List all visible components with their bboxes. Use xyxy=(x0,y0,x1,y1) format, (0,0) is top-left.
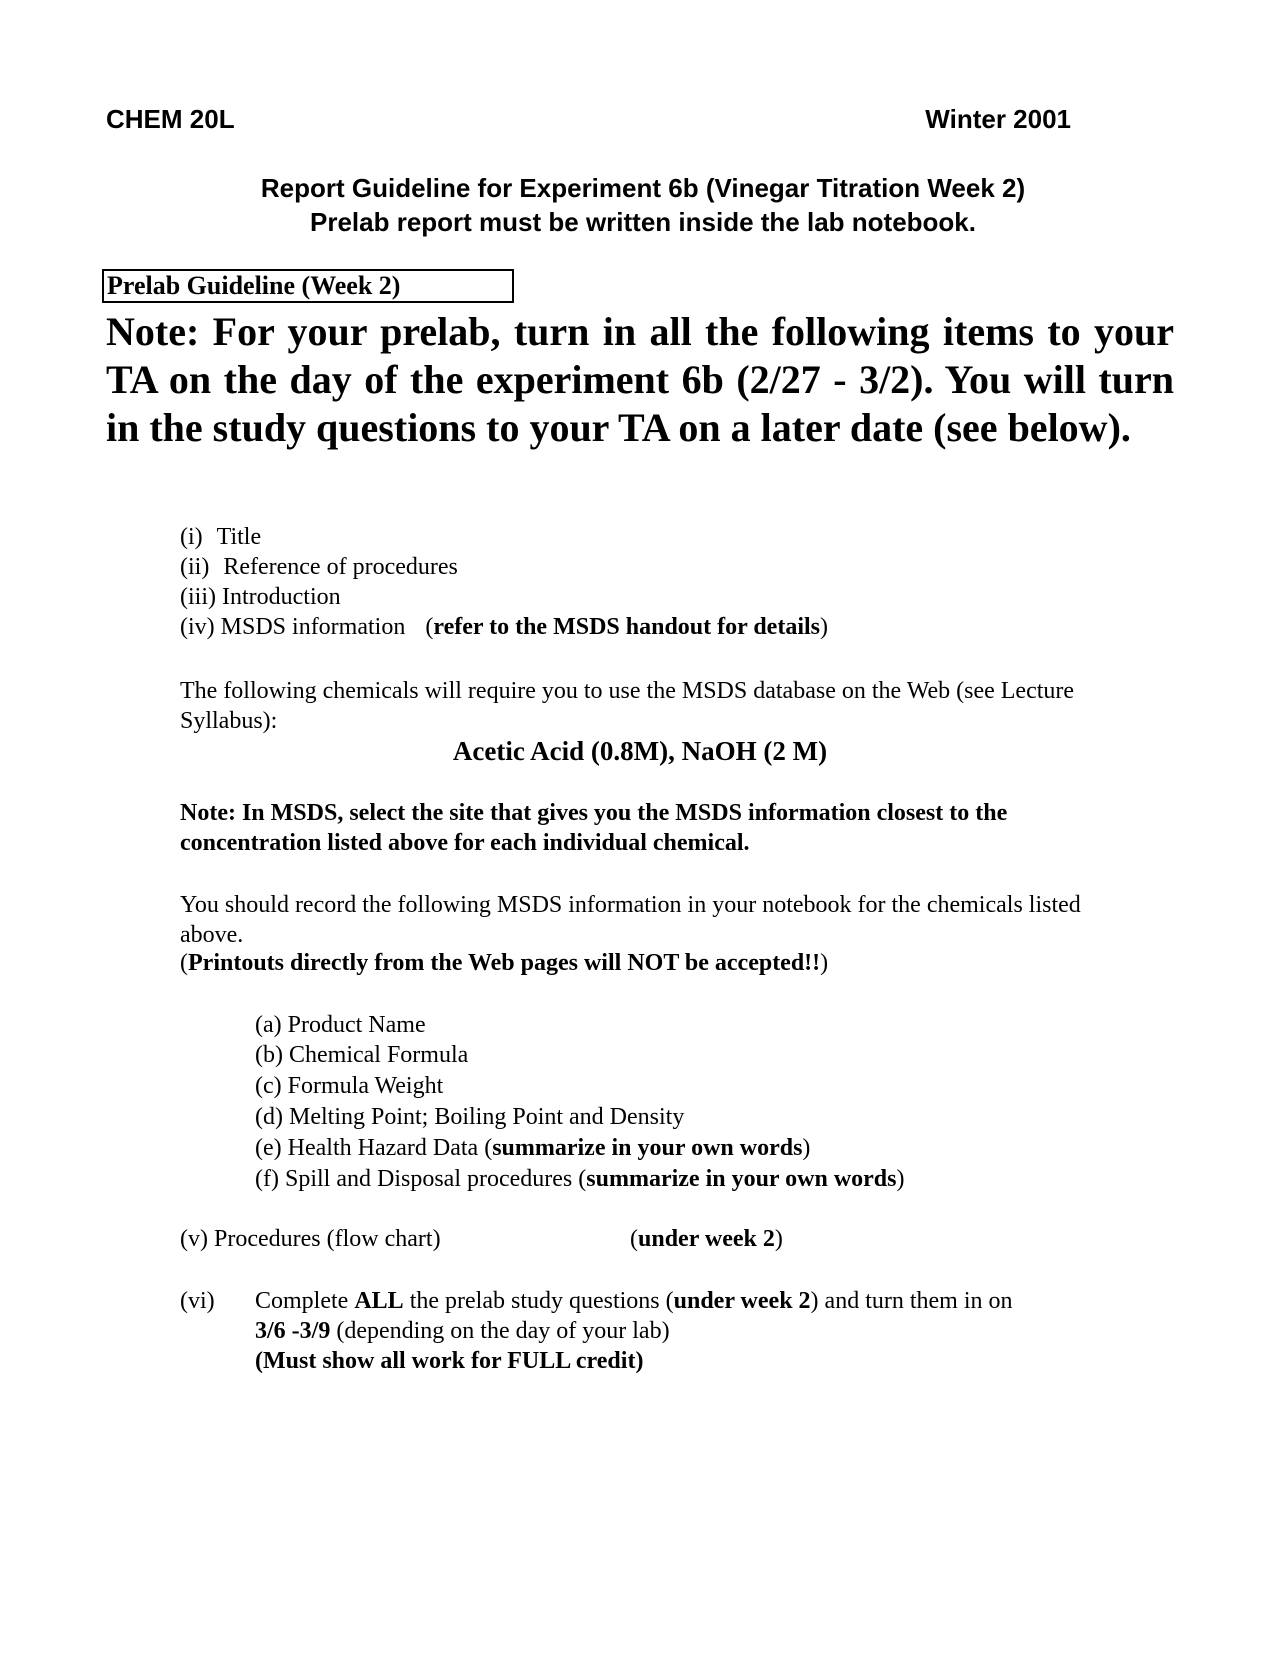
item-vi-emphasis: ALL xyxy=(354,1288,404,1314)
item-vi-emphasis: under week 2 xyxy=(673,1288,811,1314)
item-vi-text: ) and turn them in on xyxy=(810,1288,1013,1314)
term: Winter 2001 xyxy=(925,104,1071,134)
sub-item-text: (f) Spill and Disposal procedures ( xyxy=(255,1166,587,1192)
item-vi-line3: (Must show all work for FULL credit) xyxy=(255,1348,644,1374)
report-subtitle: Prelab report must be written inside the lab notebook. xyxy=(310,207,976,237)
procedures-open: ( xyxy=(630,1226,638,1252)
section-label-box: Prelab Guideline (Week 2) xyxy=(102,269,514,303)
list-item xyxy=(180,584,341,611)
warning-close-paren: ) xyxy=(820,950,829,976)
msds-note: Note: In MSDS, select the site that gives you the MSDS information closest to the concentration listed above for each individual chemical. xyxy=(180,800,1008,856)
item-vi-number: (vi) xyxy=(180,1288,215,1314)
item-close-paren: ) xyxy=(820,614,829,640)
procedures-close: ) xyxy=(774,1226,783,1252)
item-vi-line1 xyxy=(255,1288,1013,1315)
item-open-paren: ( xyxy=(425,614,434,640)
sub-item-text: (e) Health Hazard Data ( xyxy=(255,1135,493,1161)
sub-item xyxy=(255,1166,905,1193)
item-vi-line2 xyxy=(255,1318,670,1345)
sub-item-emphasis: summarize in your own words xyxy=(492,1135,803,1161)
item-text: Introduction xyxy=(222,584,341,610)
item-text: Title xyxy=(216,524,262,550)
list-item xyxy=(180,524,261,551)
item-number: (ii) xyxy=(180,554,210,580)
procedures-item: (v) Procedures (flow chart) xyxy=(180,1226,441,1252)
sub-item: (b) Chemical Formula xyxy=(255,1042,469,1068)
procedures-emphasis: under week 2 xyxy=(638,1226,775,1252)
printouts-warning xyxy=(180,950,828,977)
item-number: (iv) xyxy=(180,614,215,640)
list-item xyxy=(180,614,828,641)
record-paragraph: You should record the following MSDS information in your notebook for the chemicals listed above. xyxy=(180,892,1081,948)
sub-item-close: ) xyxy=(896,1166,905,1192)
item-vi-text: (depending on the day of your lab) xyxy=(330,1318,670,1344)
procedures-week xyxy=(630,1226,783,1253)
item-number: (i) xyxy=(180,524,203,550)
item-emphasis: refer to the MSDS handout for details xyxy=(433,614,821,640)
item-number: (iii) xyxy=(180,584,216,610)
warning-text: Printouts directly from the Web pages will NOT be accepted!! xyxy=(188,950,821,976)
sub-item-close: ) xyxy=(802,1135,811,1161)
sub-item xyxy=(255,1135,810,1162)
sub-item: (c) Formula Weight xyxy=(255,1073,444,1099)
sub-item: (d) Melting Point; Boiling Point and Density xyxy=(255,1104,685,1130)
prelab-note: Note: For your prelab, turn in all the following items to your TA on the day of the experiment 6b (2/27 - 3/2). You will turn in the study questions to your TA on a later date (see below). xyxy=(106,309,1174,450)
chemicals-paragraph: The following chemicals will require you to use the MSDS database on the Web (see Lecture Syllabus): xyxy=(180,678,1075,734)
chemicals-list: Acetic Acid (0.8M), NaOH (2 M) xyxy=(452,736,828,766)
item-text: Reference of procedures xyxy=(223,554,458,580)
warning-open-paren: ( xyxy=(180,950,188,976)
item-vi-dates: 3/6 -3/9 xyxy=(255,1318,331,1344)
sub-item: (a) Product Name xyxy=(255,1012,426,1038)
item-text: MSDS information xyxy=(220,614,406,640)
list-item xyxy=(180,554,458,581)
item-vi-text: the prelab study questions ( xyxy=(403,1288,674,1314)
item-vi-text: Complete xyxy=(255,1288,355,1314)
report-title: Report Guideline for Experiment 6b (Vinegar Titration Week 2) xyxy=(260,173,1026,203)
sub-item-emphasis: summarize in your own words xyxy=(586,1166,897,1192)
course-code: CHEM 20L xyxy=(106,104,235,134)
